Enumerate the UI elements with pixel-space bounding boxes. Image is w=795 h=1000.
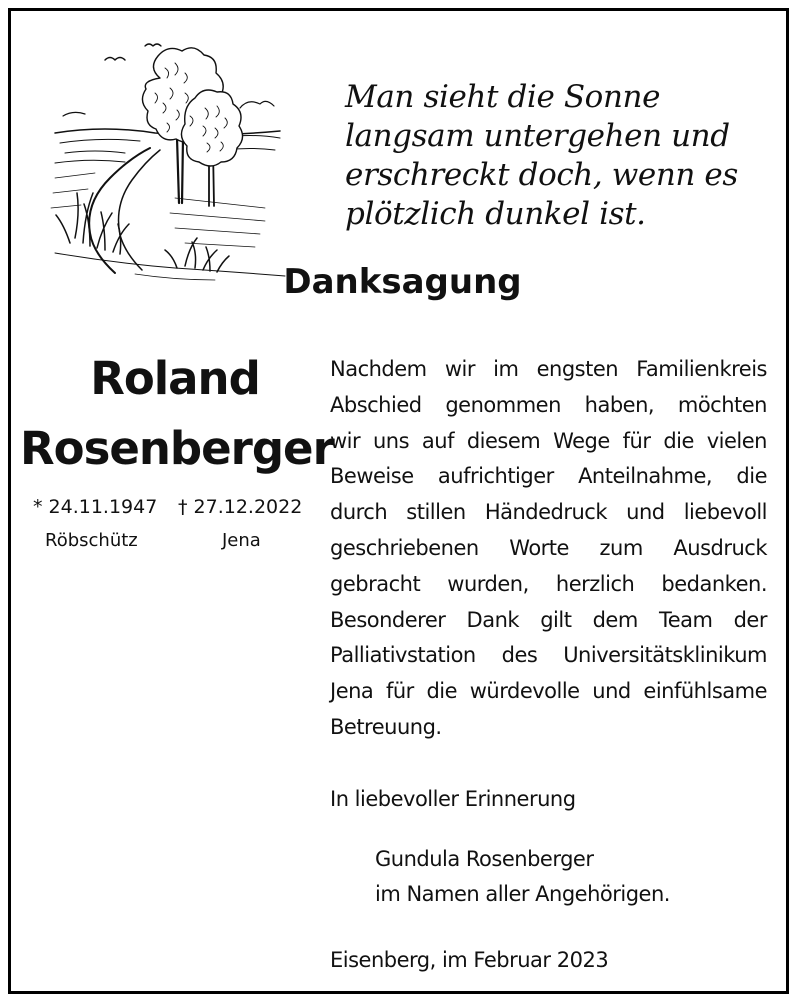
death-date: † 27.12.2022 <box>178 496 303 518</box>
signer-name: Gundula Rosenberger <box>375 847 594 871</box>
thanks-line: durch stillen Händedruck und liebevoll <box>330 500 767 525</box>
tree-landscape-illustration <box>45 38 295 298</box>
quote-block <box>345 78 755 234</box>
signer-on-behalf: im Namen aller Angehörigen. <box>375 882 670 906</box>
heading-danksagung: Danksagung <box>283 262 522 302</box>
quote-line: Man sieht die Sonne <box>345 79 661 115</box>
deceased-last-name: Rosenberger <box>20 422 334 475</box>
thanks-line: Beweise aufrichtiger Anteilnahme, die <box>330 464 767 489</box>
deceased-first-name: Roland <box>90 352 260 405</box>
thanks-line: Betreuung. <box>330 714 442 739</box>
thanks-line: Besonderer Dank gilt dem Team der <box>330 607 767 632</box>
signers-block <box>375 842 670 912</box>
quote-line: erschreckt doch, wenn es <box>345 157 738 193</box>
thanks-line: wir uns auf diesem Wege für die vielen <box>330 428 767 453</box>
thanks-line: Abschied genommen haben, möchten <box>330 392 767 417</box>
thanks-line: Nachdem wir im engsten Familienkreis <box>330 357 767 381</box>
quote-line: plötzlich dunkel ist. <box>345 196 646 232</box>
signoff: In liebevoller Erinnerung <box>330 787 576 811</box>
death-place: Jena <box>222 530 261 551</box>
thanks-line: gebracht wurden, herzlich bedanken. <box>330 571 767 596</box>
birth-place: Röbschütz <box>45 530 138 551</box>
thanks-text <box>330 352 767 746</box>
quote-line: langsam untergehen und <box>345 118 730 154</box>
thanks-line: geschriebenen Worte zum Ausdruck <box>330 535 767 560</box>
thanks-line: Palliativstation des Universitätsklinikum <box>330 643 767 668</box>
place-date: Eisenberg, im Februar 2023 <box>330 948 609 972</box>
thanks-line: Jena für die würdevolle und einfühlsame <box>330 679 767 704</box>
birth-date: * 24.11.1947 <box>33 496 158 518</box>
